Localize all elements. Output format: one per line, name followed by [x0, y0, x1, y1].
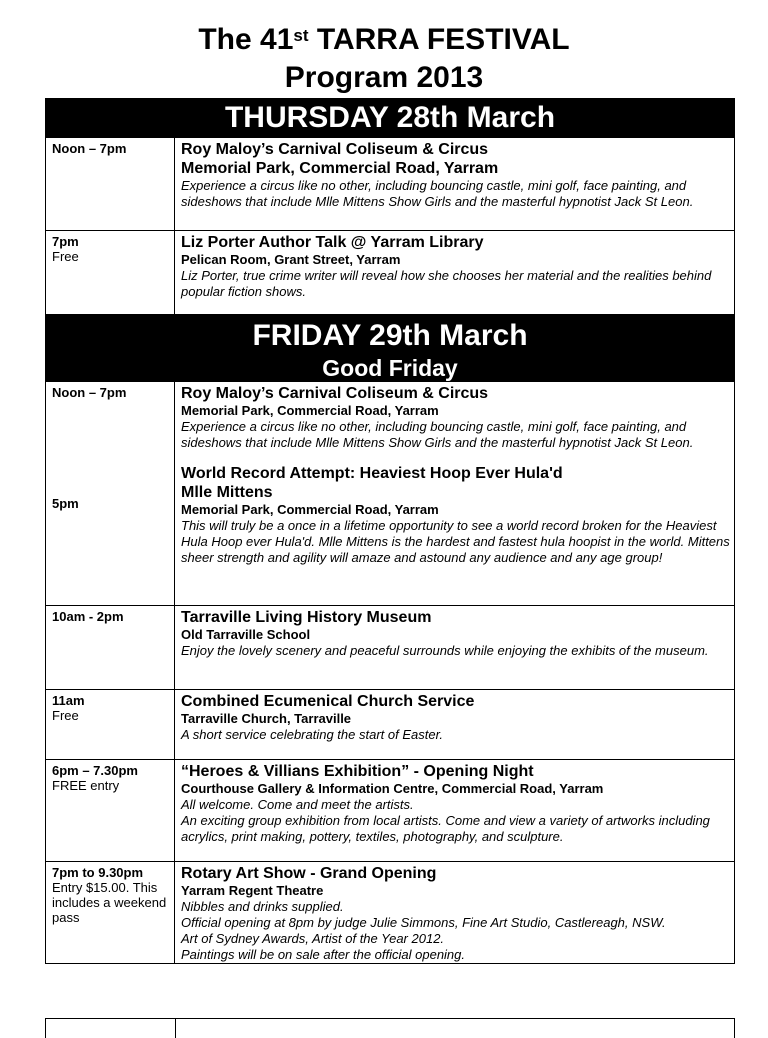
event-time: 6pm – 7.30pm [52, 763, 138, 778]
event-row [46, 138, 735, 231]
program-title-line2: Program 2013 [284, 61, 484, 94]
event-description-more: An exciting group exhibition from local artists. Come and view a variety of artworks including acrylics, print making, pottery, textiles, photography, and sculpture. [181, 813, 710, 844]
day-subtitle: Good Friday [322, 355, 458, 381]
event-description: Experience a circus like no other, including bouncing castle, mini golf, face painting, and sideshows that include Mlle Mittens Show Girls and the masterful hypnotist Jack St Leon. [181, 178, 694, 209]
event-description: Experience a circus like no other, including bouncing castle, mini golf, face painting, and sideshows that include Mlle Mittens Show Girls and the masterful hypnotist Jack St Leon. [181, 419, 694, 450]
event-row [46, 862, 735, 964]
program-table [45, 98, 735, 964]
event-time: Noon – 7pm [52, 141, 127, 156]
event-title: Tarraville Living History Museum [181, 609, 432, 626]
event-price: Free [52, 708, 79, 723]
event-description-award: Art of Sydney Awards, Artist of the Year 2012. [181, 931, 445, 946]
event-title: Rotary Art Show - Grand Opening [181, 865, 437, 882]
title-post: TARRA FESTIVAL [308, 23, 570, 56]
event-time-second: 5pm [52, 496, 79, 511]
event-description: Nibbles and drinks supplied. [181, 899, 344, 914]
event-description: Liz Porter, true crime writer will reveal how she chooses her material and the realities behind popular fiction shows. [181, 268, 712, 299]
event-title: Roy Maloy’s Carnival Coliseum & Circus [181, 385, 489, 402]
event-title: Roy Maloy’s Carnival Coliseum & Circus [181, 141, 489, 158]
event-price: Free [52, 249, 79, 264]
day-title: THURSDAY 28th March [224, 101, 556, 134]
event-location: Courthouse Gallery & Information Centre, Commercial Road, Yarram [181, 781, 604, 796]
event-location: Old Tarraville School [181, 627, 311, 642]
event-location: Pelican Room, Grant Street, Yarram [181, 252, 401, 267]
event-title-location: Memorial Park, Commercial Road, Yarram [181, 160, 499, 177]
event-time-cell [46, 606, 175, 690]
event-time: 10am - 2pm [52, 609, 124, 624]
event-price: FREE entry [52, 778, 120, 793]
next-page-table-edge [45, 1018, 735, 1038]
event-time: Noon – 7pm [52, 385, 127, 400]
event-description-second: This will truly be a once in a lifetime opportunity to see a world record broken for the Heaviest Hula Hoop ever Hula'd. Mlle Mittens is the hardest and fastest hula hoopist in the world. Mittens sheer strength and agility will amaze and astound any audience and any age group! [181, 518, 730, 565]
event-time-cell [46, 760, 175, 862]
event-details-cell [175, 231, 735, 315]
event-time-cell [46, 138, 175, 231]
column-divider [175, 1019, 176, 1038]
event-time: 11am [52, 693, 85, 708]
event-location: Yarram Regent Theatre [181, 883, 324, 898]
event-title: “Heroes & Villians Exhibition” - Opening Night [181, 763, 534, 780]
event-time-cell [46, 862, 175, 964]
event-location: Memorial Park, Commercial Road, Yarram [181, 403, 439, 418]
event-details-cell [175, 760, 735, 862]
event-time: 7pm to 9.30pm [52, 865, 144, 880]
event-row [46, 231, 735, 315]
day-header-thursday [46, 99, 735, 138]
event-location-second: Memorial Park, Commercial Road, Yarram [181, 502, 439, 517]
event-description-more: Official opening at 8pm by judge Julie Simmons, Fine Art Studio, Castlereagh, NSW. [181, 915, 666, 930]
event-title-second-performer: Mlle Mittens [181, 484, 273, 501]
event-location: Tarraville Church, Tarraville [181, 711, 352, 726]
event-details-cell [175, 862, 735, 964]
day-title: FRIDAY 29th March [252, 319, 528, 352]
event-row [46, 760, 735, 862]
event-row [46, 382, 735, 606]
event-description: A short service celebrating the start of Easter. [181, 727, 444, 742]
event-time-cell [46, 382, 175, 606]
event-details-cell [175, 382, 735, 606]
event-details-cell [175, 138, 735, 231]
event-title: Combined Ecumenical Church Service [181, 693, 475, 710]
event-price: Entry $15.00. This includes a weekend pass [52, 880, 167, 925]
event-title-second: World Record Attempt: Heaviest Hoop Ever Hula'd [181, 465, 563, 482]
event-time-cell [46, 690, 175, 760]
event-details-cell [175, 606, 735, 690]
event-description: Enjoy the lovely scenery and peaceful surrounds while enjoying the exhibits of the museum. [181, 643, 709, 658]
event-description-sale: Paintings will be on sale after the official opening. [181, 947, 466, 962]
title-pre: The 41 [198, 23, 294, 56]
program-title-line1 [0, 22, 768, 58]
event-details-cell [175, 690, 735, 760]
day-header-friday [46, 315, 735, 382]
event-description: All welcome. Come and meet the artists. [181, 797, 414, 812]
event-row [46, 606, 735, 690]
event-time: 7pm [52, 234, 79, 249]
event-row [46, 690, 735, 760]
event-time-cell [46, 231, 175, 315]
title-ordinal: st [293, 26, 309, 45]
event-title: Liz Porter Author Talk @ Yarram Library [181, 234, 484, 251]
